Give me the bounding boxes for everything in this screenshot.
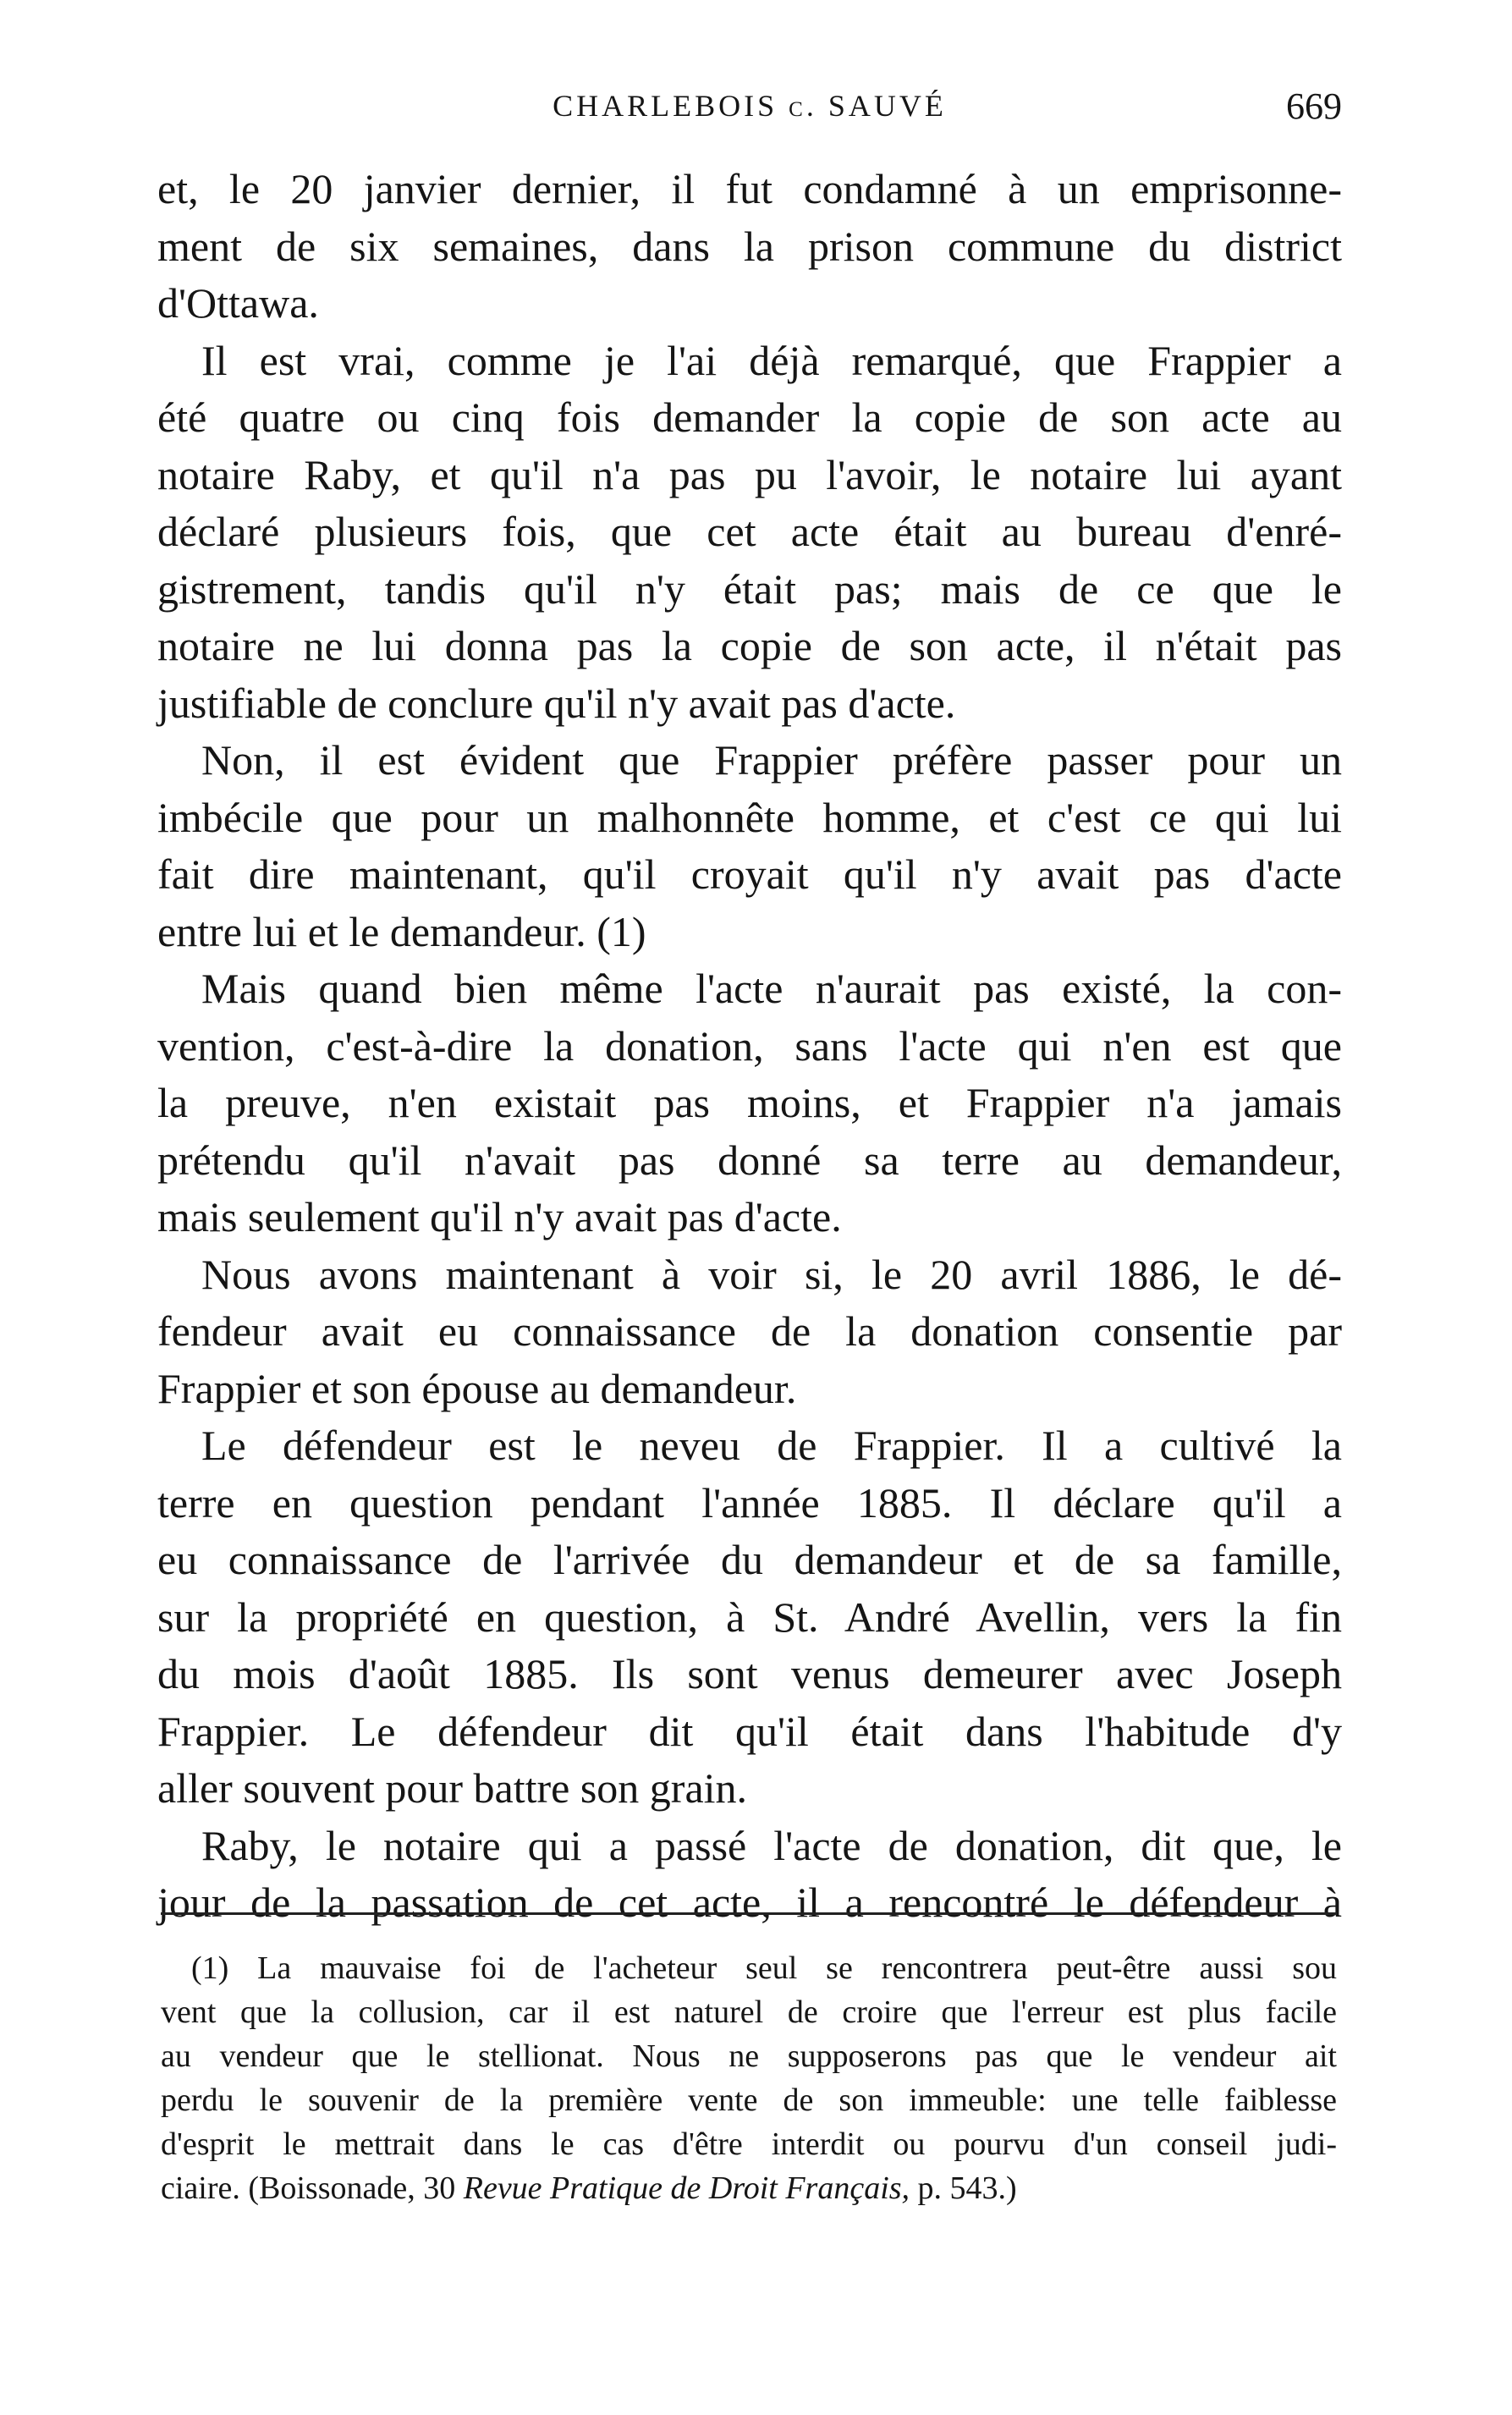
text-line: Frappier. Le défendeur dit qu'il était dans l'habitude d'y — [157, 1707, 1342, 1755]
text-line: imbécile que pour un malhonnête homme, et c'est ce qui lui — [157, 793, 1342, 841]
footnote — [161, 1946, 1337, 2210]
text-line: terre en question pendant l'année 1885. Il déclare qu'il a — [157, 1478, 1342, 1527]
text-line: aller souvent pour battre son grain. — [157, 1764, 748, 1812]
text-line: Le défendeur est le neveu de Frappier. Il a cultivé la — [201, 1422, 1342, 1469]
body-text — [157, 161, 1342, 1932]
text-line: et, le 20 janvier dernier, il fut condamné à un emprisonne- — [157, 165, 1342, 212]
running-head — [157, 85, 1342, 139]
running-title: CHARLEBOIS c. SAUVÉ — [553, 89, 947, 123]
text-line: Mais quand bien même l'acte n'aurait pas existé, la con- — [201, 965, 1342, 1012]
footnote-last-line — [161, 2166, 1337, 2210]
footnote-text: ciaire. (Boissonade, 30 — [161, 2170, 464, 2206]
text-line: entre lui et le demandeur. (1) — [157, 907, 646, 955]
footnote-text-end: p. 543.) — [910, 2170, 1017, 2206]
text-line: notaire Raby, et qu'il n'a pas pu l'avoir, le notaire lui ayant — [157, 450, 1342, 498]
footnote-line: d'esprit le mettrait dans le cas d'être interdit ou pourvu d'un conseil judi- — [161, 2126, 1337, 2162]
text-line: justifiable de conclure qu'il n'y avait pas d'acte. — [157, 679, 956, 727]
text-line: notaire ne lui donna pas la copie de son acte, il n'était pas — [157, 622, 1342, 669]
text-line: été quatre ou cinq fois demander la copie de son acte au — [157, 393, 1342, 441]
text-line: vention, c'est-à-dire la donation, sans l'acte qui n'en est que — [157, 1021, 1342, 1070]
text-line: Non, il est évident que Frappier préfère passer pour un — [201, 736, 1342, 784]
text-line: ment de six semaines, dans la prison commune du district — [157, 222, 1342, 270]
text-line: sur la propriété en question, à St. André Avellin, vers la fin — [157, 1593, 1342, 1641]
footnote-line: au vendeur que le stellionat. Nous ne supposerons pas que le vendeur ait — [161, 2038, 1337, 2074]
footnote-line: (1) La mauvaise foi de l'acheteur seul se rencontrera peut-être aussi sou — [191, 1950, 1337, 1986]
footnote-line: vent que la collusion, car il est naturel de croire que l'erreur est plus facile — [161, 1994, 1337, 2030]
page-number: 669 — [1286, 85, 1342, 127]
text-line: Frappier et son épouse au demandeur. — [157, 1364, 797, 1412]
text-line: prétendu qu'il n'avait pas donné sa terre au demandeur, — [157, 1136, 1342, 1184]
footnote-line: perdu le souvenir de la première vente de son immeuble: une telle faiblesse — [161, 2082, 1337, 2118]
text-line: Raby, le notaire qui a passé l'acte de donation, dit que, le — [201, 1821, 1342, 1869]
footnote-citation-title: Revue Pratique de Droit Français, — [463, 2170, 910, 2206]
text-line: fendeur avait eu connaissance de la donation consentie par — [157, 1307, 1342, 1355]
text-line: fait dire maintenant, qu'il croyait qu'il n'y avait pas d'acte — [157, 850, 1342, 898]
text-line: jour de la passation de cet acte, il a rencontré le défendeur à — [157, 1879, 1342, 1926]
text-line: du mois d'août 1885. Ils sont venus demeurer avec Joseph — [157, 1650, 1342, 1697]
text-line: déclaré plusieurs fois, que cet acte était au bureau d'enré- — [157, 508, 1342, 555]
text-line: d'Ottawa. — [157, 279, 319, 327]
text-line: gistrement, tandis qu'il n'y était pas; mais de ce que le — [157, 564, 1342, 613]
text-line: Nous avons maintenant à voir si, le 20 avril 1886, le dé- — [201, 1250, 1342, 1298]
text-line: la preuve, n'en existait pas moins, et Frappier n'a jamais — [157, 1079, 1342, 1126]
text-line: Il est vrai, comme je l'ai déjà remarqué, que Frappier a — [201, 336, 1342, 384]
footnote-divider — [161, 1912, 1337, 1915]
text-line: mais seulement qu'il n'y avait pas d'acte. — [157, 1193, 842, 1241]
text-line: eu connaissance de l'arrivée du demandeur et de sa famille, — [157, 1536, 1342, 1583]
